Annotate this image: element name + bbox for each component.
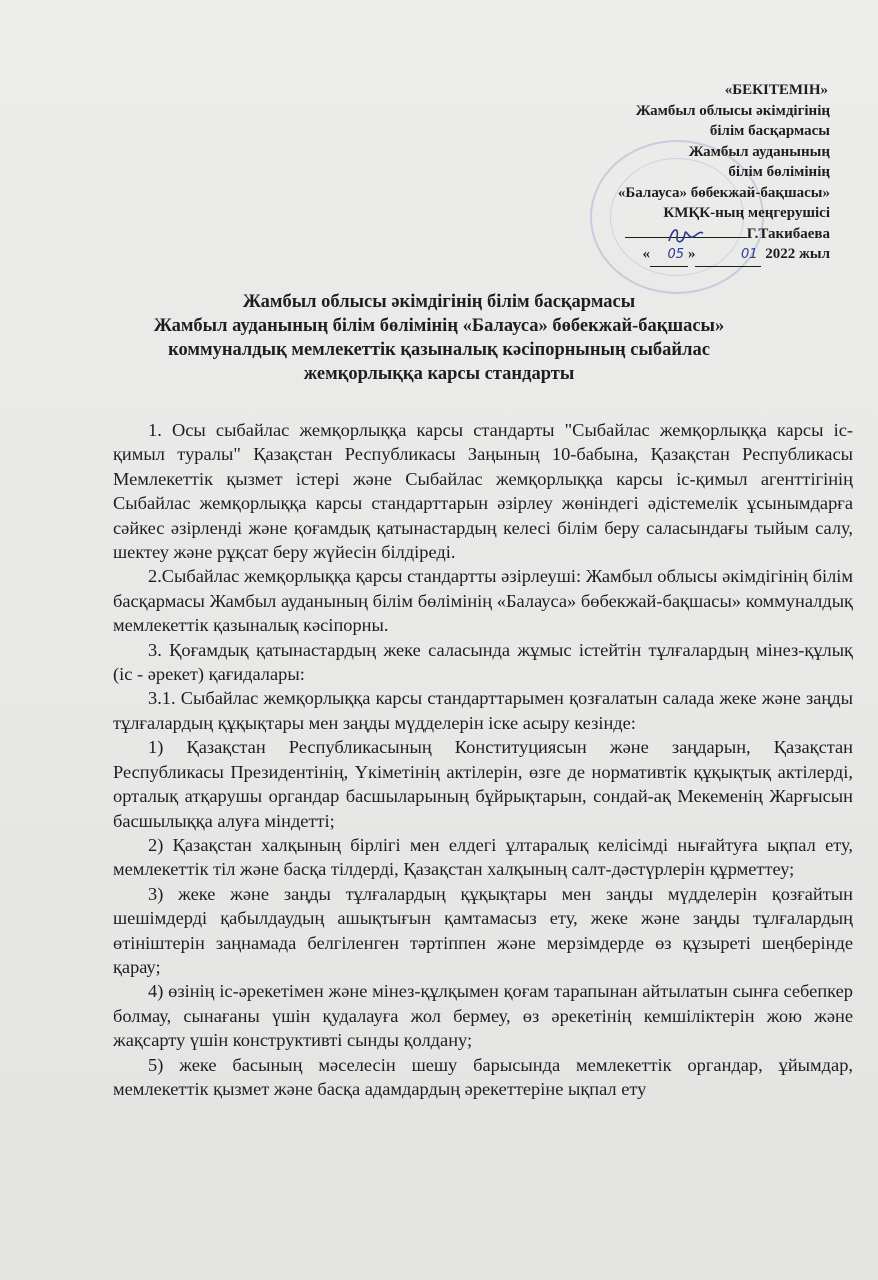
title-line: жемқорлыққа карсы стандарты (303, 364, 575, 384)
paragraph: 3. Қоғамдық қатынастардың жеке саласында жұмыс істейтін тұлғалардың мінез-құлық (іс - әрекет) қағидалары: (113, 639, 853, 685)
approval-line: Жамбыл облысы әкімдігінің (635, 102, 830, 119)
approval-line: «Балауса» бөбекжай-бақшасы» (617, 184, 830, 201)
approval-heading: «БЕКІТЕМІН» (724, 82, 828, 98)
date-day: 05 (650, 245, 688, 267)
paragraph: 4) өзінің іс-әрекетімен және мінез-құлқымен қоғам тарапынан айтылатын сынға себепкер болмау, сынағаны үшін қудалауға жол бермеу, өз әрекетінің кемшіліктерін жою және жақсарту үшін конструктивті сынды қолдану; (113, 981, 853, 1051)
paragraph: 3.1. Сыбайлас жемқорлыққа карсы стандарттарымен қозғалатын салада жеке және заңды тұлғалардың құқықтары мен заңды мүдделерін іске асыру кезінде: (113, 688, 853, 733)
signatory-name: Г.Такибаева (746, 225, 830, 242)
signature-line (625, 237, 747, 238)
approval-block (500, 80, 830, 267)
document-body (113, 418, 853, 1101)
paragraph: 1. Осы сыбайлас жемқорлыққа карсы стандарты "Сыбайлас жемқорлыққа карсы іс-қимыл туралы" Қазақстан Республикасы Заңының 10-бабына, Қазақстан Республикасы Мемлекеттік қызмет істері және Сыбайлас жемқорлыққа карсы іс-қимыл агенттігінің Сыбайлас жемқорлыққа карсы стандарттарын әзірлеу жөніндегі әдістемелік ұсынымдарға сәйкес әзірленді және қоғамдық қатынастардың келесі білім беру саласындағы тыйым салу, шектеу және рұқсат беру жүйесін білдіреді. (113, 420, 853, 563)
paragraph: 1) Қазақстан Республикасының Конституциясын және заңдарын, Қазақстан Республикасы Президентінің, Үкіметінің актілерін, өзге де нормативтік құқықтық актілерді, орталық атқарушы органдар басшыларының бұйрықтарын, сондай-ақ Мекеменің Жарғысын басшылыққа алуға міндетті; (113, 737, 853, 831)
approval-line: Жамбыл ауданының (688, 143, 830, 160)
paragraph: 2.Сыбайлас жемқорлыққа қарсы стандартты әзірлеуші: Жамбыл облысы әкімдігінің білім басқармасы Жамбыл ауданының білім бөлімінің «Балауса» бөбекжай-бақшасы» коммуналдық мемлекеттік қазыналық кәсіпорны. (113, 566, 853, 636)
signature-row (500, 224, 830, 245)
signature-icon (665, 223, 707, 249)
approval-line: білім басқармасы (709, 123, 830, 139)
date-month: 01 (695, 245, 761, 267)
paragraph: 3) жеке және заңды тұлғалардың құқықтары мен заңды мүдделерін қозғайтын шешімдерді қабылдаудың ашықтығын қамтамасыз ету, жеке және заңды тұлғалардың өтініштерін заңнамада белгіленген тәртіппен және мерзімдерде өз құзыреті шеңберінде қарау; (113, 883, 853, 977)
paragraph: 5) жеке басының мәселесін шешу барысында мемлекеттік органдар, ұйымдар, мемлекеттік қызмет және басқа адамдардың әрекеттеріне ықпал ету (113, 1054, 853, 1099)
title-line: Жамбыл ауданының білім бөлімінің «Балауса» бөбекжай-бақшасы» (153, 316, 725, 336)
title-line: коммуналдық мемлекеттік қазыналық кәсіпорнының сыбайлас (168, 340, 710, 360)
approval-line: КМҚК-ның меңгерушісі (663, 205, 830, 221)
approval-date: « 05 » 01 2022 жыл (500, 244, 830, 267)
title-line: Жамбыл облысы әкімдігінің білім басқармасы (242, 292, 636, 312)
document-title (100, 290, 778, 386)
paragraph: 2) Қазақстан халқының бірлігі мен елдегі ұлтаралық келісімді нығайтуға ықпал ету, мемлекеттік тіл және басқа тілдерді, Қазақстан халқының салт-дәстүрлерін құрметтеу; (113, 834, 853, 880)
approval-line: білім бөлімінің (728, 164, 830, 180)
date-year: 2022 жыл (765, 246, 830, 262)
